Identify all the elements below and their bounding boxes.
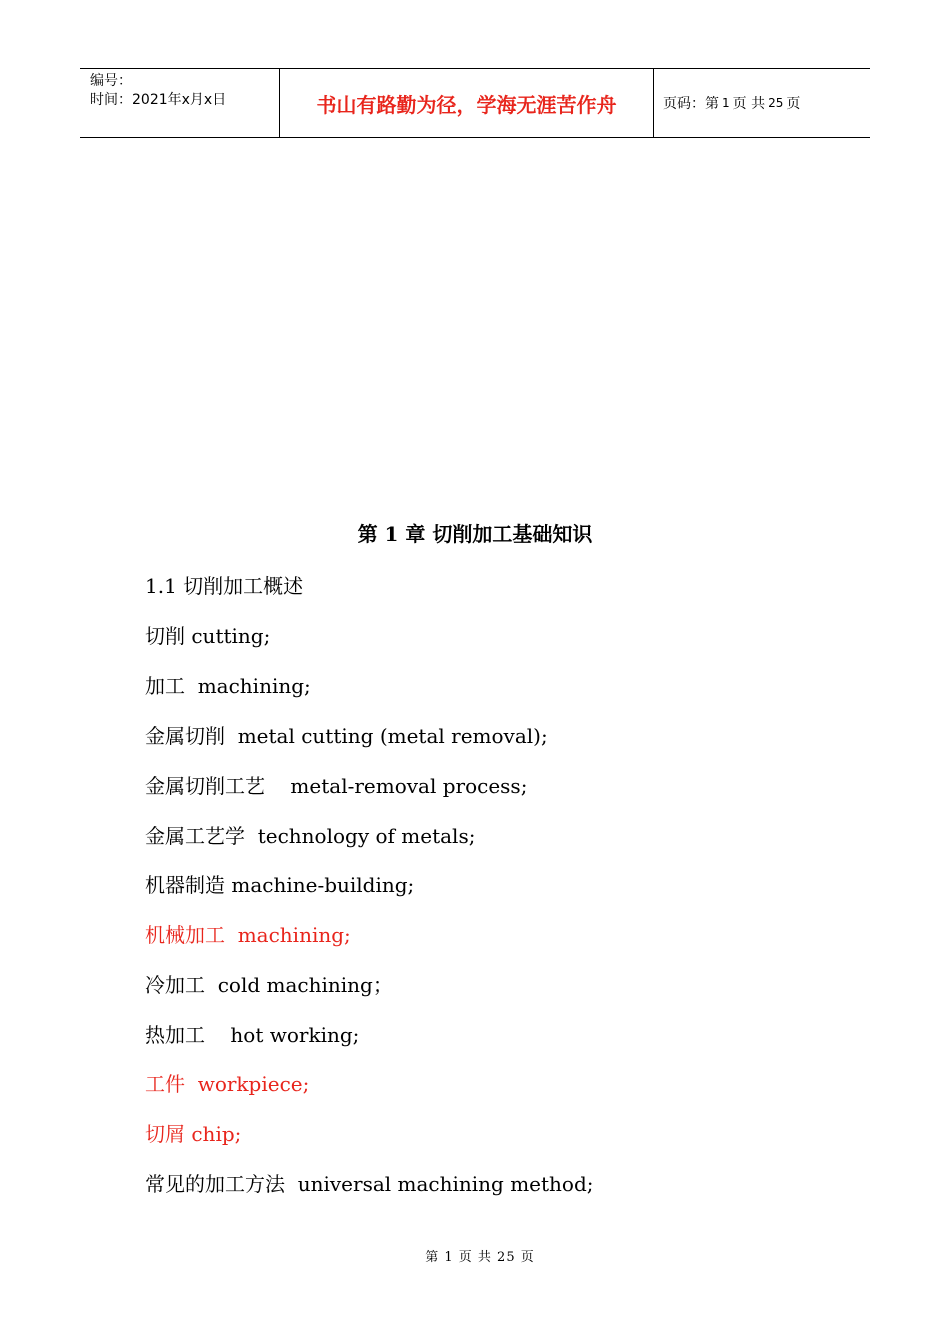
term-line: 金属切削工艺 metal-removal process; — [145, 774, 528, 798]
time-label: 时间：2021年x月x日 — [90, 92, 227, 108]
term-line: 冷加工 cold machining； — [145, 973, 393, 997]
term-line: 切屑 chip; — [145, 1122, 242, 1146]
term-line: 切削 cutting; — [145, 624, 271, 648]
term-line: 机械加工 machining; — [145, 923, 351, 947]
section-title: 1.1 切削加工概述 — [145, 574, 304, 598]
term-line: 加工 machining; — [145, 674, 311, 698]
page-suffix: 页 — [786, 96, 801, 112]
page-current: 1 — [722, 96, 730, 110]
page-total: 25 — [768, 96, 784, 110]
term-line: 工件 workpiece; — [145, 1072, 310, 1096]
header-motto: 书山有路勤为径，学海无涯苦作舟 — [280, 69, 654, 137]
term-line: 金属工艺学 technology of metals; — [145, 824, 476, 848]
page-prefix: 页码：第 — [663, 96, 719, 112]
number-label: 编号： — [90, 73, 132, 89]
page-footer: 第 1 页 共 25 页 — [425, 1250, 535, 1265]
term-line: 热加工 hot working; — [145, 1023, 360, 1047]
header-page-info — [654, 69, 870, 137]
term-line: 常见的加工方法 universal machining method; — [145, 1172, 594, 1196]
chapter-title: 第 1 章 切削加工基础知识 — [357, 522, 593, 546]
header-meta — [80, 69, 280, 137]
term-line: 金属切削 metal cutting (metal removal); — [145, 724, 548, 748]
page-header — [80, 68, 870, 138]
term-line: 机器制造 machine-building; — [145, 873, 415, 897]
page-mid: 页 共 — [732, 96, 766, 112]
